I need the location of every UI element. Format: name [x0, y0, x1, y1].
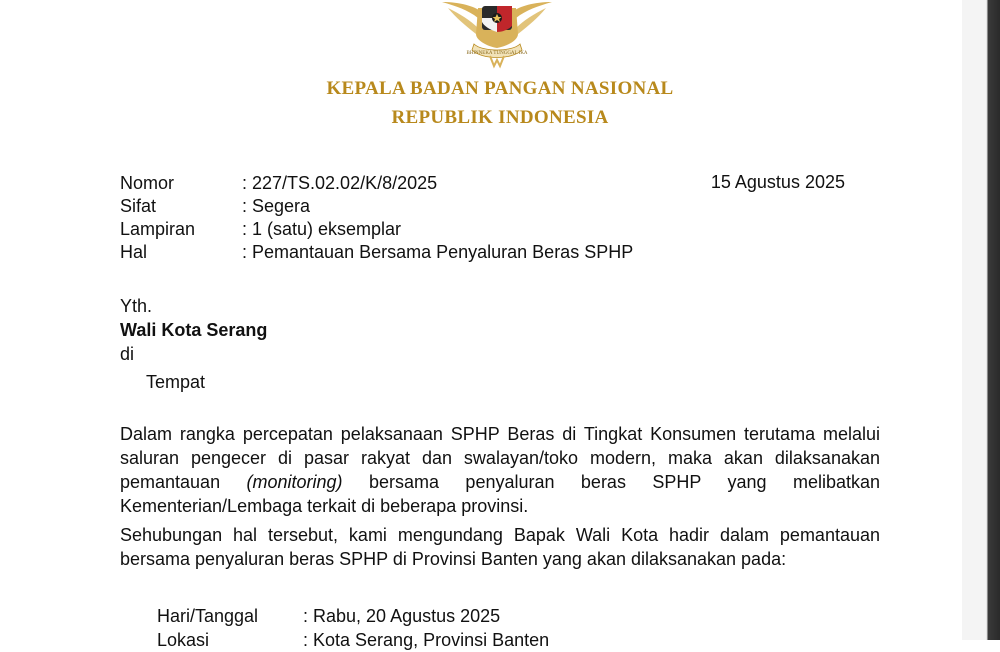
garuda-emblem-icon [438, 0, 556, 70]
meta-row-nomor [120, 172, 633, 195]
meta-value: : Pemantauan Bersama Penyaluran Beras SPHP [242, 242, 634, 262]
paragraph-2: Sehubungan hal tersebut, kami mengundang Bapak Wali Kota hadir dalam pemantauan bersama penyaluran beras SPHP di Provinsi Banten yang akan dilaksanakan pada: [120, 525, 880, 569]
header-institution: KEPALA BADAN PANGAN NASIONAL [326, 78, 674, 99]
detail-row-location [157, 628, 549, 652]
recipient-di: di [120, 344, 135, 364]
meta-row-lampiran [120, 218, 633, 241]
letter-meta [120, 172, 633, 264]
detail-value: : Rabu, 20 Agustus 2025 [303, 606, 501, 626]
paragraph-1-text-end: bersama penyaluran beras SPHP yang melibatkan Kementerian/Lembaga terkait di beberapa provinsi. [120, 472, 880, 516]
recipient-block [120, 294, 267, 394]
salutation: Yth. [120, 296, 153, 316]
meta-row-hal [120, 241, 633, 264]
meta-value: : 227/TS.02.02/K/8/2025 [242, 173, 438, 193]
header-country: REPUBLIK INDONESIA [391, 107, 609, 128]
detail-label: Lokasi [157, 630, 210, 650]
svg-text:BHINNEKA TUNGGAL IKA: BHINNEKA TUNGGAL IKA [466, 51, 528, 56]
meta-label: Hal [120, 242, 148, 262]
event-details [157, 604, 549, 652]
meta-value: : Segera [242, 196, 311, 216]
recipient-name: Wali Kota Serang [120, 320, 268, 340]
page-edge-shadow [962, 0, 1000, 640]
meta-row-sifat [120, 195, 633, 218]
meta-label: Nomor [120, 173, 175, 193]
letter-date: 15 Agustus 2025 [710, 172, 845, 192]
detail-row-date [157, 604, 549, 628]
meta-value: : 1 (satu) eksemplar [242, 219, 402, 239]
meta-label: Lampiran [120, 219, 196, 239]
meta-label: Sifat [120, 196, 157, 216]
detail-label: Hari/Tanggal [157, 606, 259, 626]
paragraph-1-text: Dalam rangka percepatan pelaksanaan SPHP Beras di Tingkat Konsumen terutama melalui saluran pengecer di pasar rakyat dan swalayan/toko modern, maka akan dilaksanakan pemantauan [120, 424, 880, 492]
paragraph-1 [120, 422, 880, 518]
recipient-place: Tempat [146, 372, 206, 392]
detail-value: : Kota Serang, Provinsi Banten [303, 630, 550, 650]
paragraph-1-emphasis: (monitoring) [246, 472, 343, 492]
